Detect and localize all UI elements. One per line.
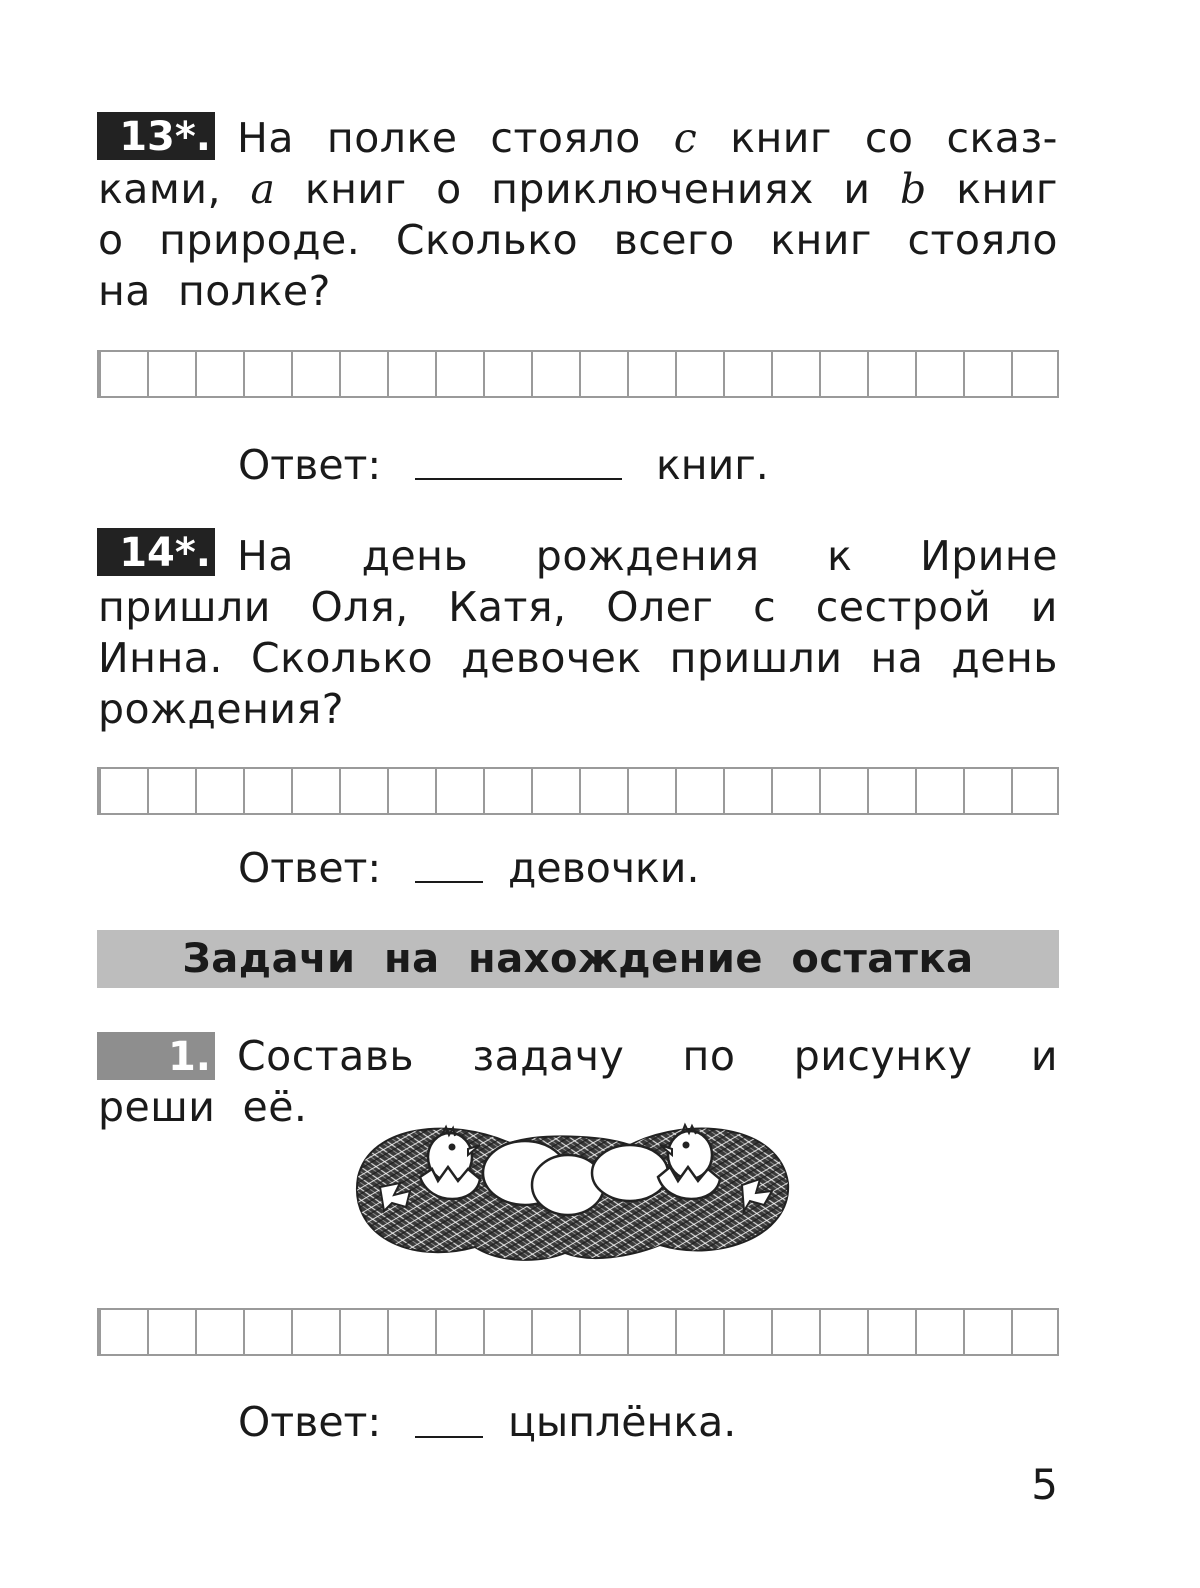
word: Сколько	[395, 216, 579, 264]
word: Оля,	[310, 583, 409, 631]
word: ками,	[98, 165, 221, 213]
section-title: Задачи на нахождение остатка	[182, 936, 974, 982]
task-1-line-2: реши её.	[98, 1083, 308, 1131]
word: стояло	[490, 114, 641, 162]
word: день	[951, 634, 1058, 682]
word: к	[827, 532, 853, 580]
word: книг	[770, 216, 872, 264]
task-14-solution-grid[interactable]	[97, 767, 1059, 815]
variable-c: c	[673, 114, 698, 162]
word: природе.	[159, 216, 361, 264]
word: задачу	[472, 1032, 625, 1080]
page-number: 5	[1031, 1460, 1058, 1509]
task-13-solution-grid[interactable]	[97, 350, 1059, 398]
task-14-answer-unit: девочки.	[508, 844, 700, 892]
word: и	[843, 165, 871, 213]
nest-with-chicks-illustration	[340, 1095, 800, 1275]
word: Катя,	[448, 583, 567, 631]
task-1-solution-grid[interactable]	[97, 1308, 1059, 1356]
word: о	[436, 165, 462, 213]
word: книг	[956, 165, 1058, 213]
word: день	[361, 532, 469, 580]
task-14-answer-blank[interactable]	[415, 881, 483, 883]
word: стояло	[907, 216, 1058, 264]
word: пришли	[669, 634, 843, 682]
word: полке	[326, 114, 458, 162]
task-1-answer-unit: цыплёнка.	[508, 1398, 737, 1446]
word: рисунку	[793, 1032, 973, 1080]
word: На	[237, 532, 294, 580]
variable-a: a	[250, 165, 276, 213]
task-14-line-4: рождения?	[98, 685, 344, 733]
word: Инна.	[98, 634, 223, 682]
word: по	[682, 1032, 736, 1080]
word: и	[1030, 583, 1058, 631]
word: книг	[304, 165, 407, 213]
section-header	[97, 930, 1059, 988]
word: пришли	[98, 583, 271, 631]
word: девочек	[461, 634, 642, 682]
word: сестрой	[815, 583, 992, 631]
task-13-answer-label: Ответ:	[238, 441, 382, 489]
task-14-answer-label: Ответ:	[238, 844, 382, 892]
word: книг	[730, 114, 832, 162]
word: и	[1030, 1032, 1058, 1080]
word: Ирине	[920, 532, 1058, 580]
task-13-line-2	[98, 164, 1058, 214]
word: сказ-	[946, 114, 1058, 162]
task-13-answer-blank[interactable]	[415, 478, 622, 480]
word: рождения	[535, 532, 760, 580]
task-1-answer-label: Ответ:	[238, 1398, 382, 1446]
task-14-line-2	[98, 582, 1058, 632]
word: На	[237, 114, 294, 162]
task-13-line-1	[237, 113, 1058, 163]
word: приключениях	[491, 165, 814, 213]
word: Сколько	[250, 634, 434, 682]
task-14-number-badge: 14*.	[97, 528, 215, 576]
word: на	[870, 634, 924, 682]
task-1-number-badge: 1.	[97, 1032, 215, 1080]
task-13-answer-unit: книг.	[656, 441, 769, 489]
task-14-line-1	[237, 531, 1058, 581]
task-13-number-badge: 13*.	[97, 112, 215, 160]
task-13-line-4: на полке?	[98, 267, 331, 315]
task-13-line-3	[98, 215, 1058, 265]
word: Олег	[606, 583, 714, 631]
word: с	[753, 583, 777, 631]
task-1-line-1	[237, 1031, 1058, 1081]
variable-b: b	[899, 165, 927, 213]
word: о	[98, 216, 124, 264]
word: Составь	[237, 1032, 415, 1080]
egg-icon	[592, 1145, 668, 1201]
task-1-answer-blank[interactable]	[415, 1436, 483, 1438]
word: со	[864, 114, 914, 162]
task-14-line-3	[98, 633, 1058, 683]
word: всего	[613, 216, 735, 264]
